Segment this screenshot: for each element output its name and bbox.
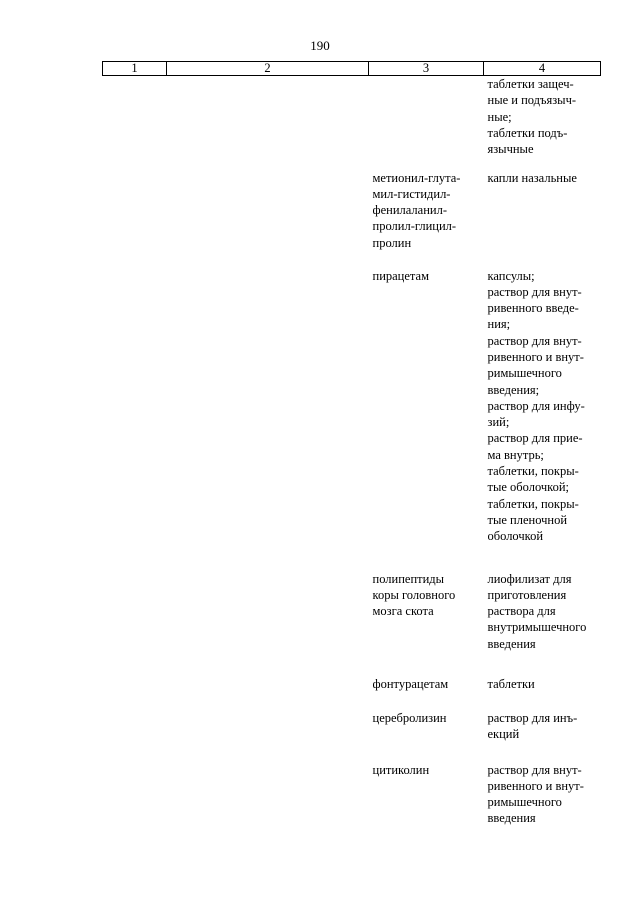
cell-text: церебролизин: [372, 710, 447, 725]
page-number: 190: [310, 38, 330, 53]
column-header-3: 3: [369, 62, 484, 76]
table-cell-col1: [103, 76, 167, 170]
table-cell-col3: [369, 571, 484, 676]
cell-text: капли назальные: [487, 170, 577, 185]
table-cell-col4: [484, 170, 601, 268]
table-cell-col1: [103, 170, 167, 268]
table-cell-col2: [167, 762, 369, 832]
table-cell-col2: [167, 170, 369, 268]
cell-text: таблетки защеч- ные и подъязыч- ные; таблетки подъ- язычные: [487, 77, 577, 157]
cell-text: таблетки: [487, 676, 535, 691]
table-cell-col4: [484, 676, 601, 710]
table-cell-col1: [103, 268, 167, 571]
table-cell-col2: [167, 268, 369, 571]
table-cell-col4: [484, 762, 601, 832]
table-header: [103, 62, 601, 76]
table-cell-col1: [103, 710, 167, 762]
table-cell-col3: [369, 170, 484, 268]
table-row: [103, 710, 601, 762]
table-cell-col3: [369, 710, 484, 762]
cell-text: лиофилизат для приготовления раствора для внутримышечного введения: [487, 571, 587, 651]
cell-text: метионил-глута- мил-гистидил- фенилаланил- пролил-глицил- пролин: [372, 170, 461, 250]
table-cell-col4: [484, 268, 601, 571]
column-header-2: 2: [167, 62, 369, 76]
table-row: [103, 170, 601, 268]
table-row: [103, 762, 601, 832]
cell-text: капсулы; раствор для внут- ривенного введе- ния; раствор для внут- ривенного и внут- римышечного введения; раствор для инфу- зий; раствор для прие- ма внутрь; таблетки, покры- тые оболочкой; таблетки, покры- тые пленочной оболочкой: [487, 268, 585, 544]
table-row: [103, 268, 601, 571]
table-cell-col4: [484, 710, 601, 762]
column-header-4: 4: [484, 62, 601, 76]
table-cell-col2: [167, 676, 369, 710]
table-cell-col1: [103, 571, 167, 676]
drug-table: [102, 61, 601, 832]
table-cell-col3: [369, 76, 484, 170]
cell-text: фонтурацетам: [372, 676, 449, 691]
cell-text: раствор для инъ- екций: [487, 710, 578, 741]
table-cell-col2: [167, 571, 369, 676]
table-cell-col3: [369, 268, 484, 571]
table-cell-col4: [484, 76, 601, 170]
table-cell-col4: [484, 571, 601, 676]
table-cell-col1: [103, 676, 167, 710]
table-cell-col2: [167, 76, 369, 170]
table-header-row: [103, 62, 601, 76]
table-cell-col1: [103, 762, 167, 832]
table-cell-col3: [369, 676, 484, 710]
table-body: [103, 76, 601, 832]
table-row: [103, 676, 601, 710]
cell-text: цитиколин: [372, 762, 430, 777]
table-row: [103, 571, 601, 676]
table-cell-col2: [167, 710, 369, 762]
column-header-1: 1: [103, 62, 167, 76]
cell-text: раствор для внут- ривенного и внут- римышечного введения: [487, 762, 584, 826]
cell-text: пирацетам: [372, 268, 429, 283]
cell-text: полипептиды коры головного мозга скота: [372, 571, 456, 619]
table-row: [103, 76, 601, 170]
table-cell-col3: [369, 762, 484, 832]
